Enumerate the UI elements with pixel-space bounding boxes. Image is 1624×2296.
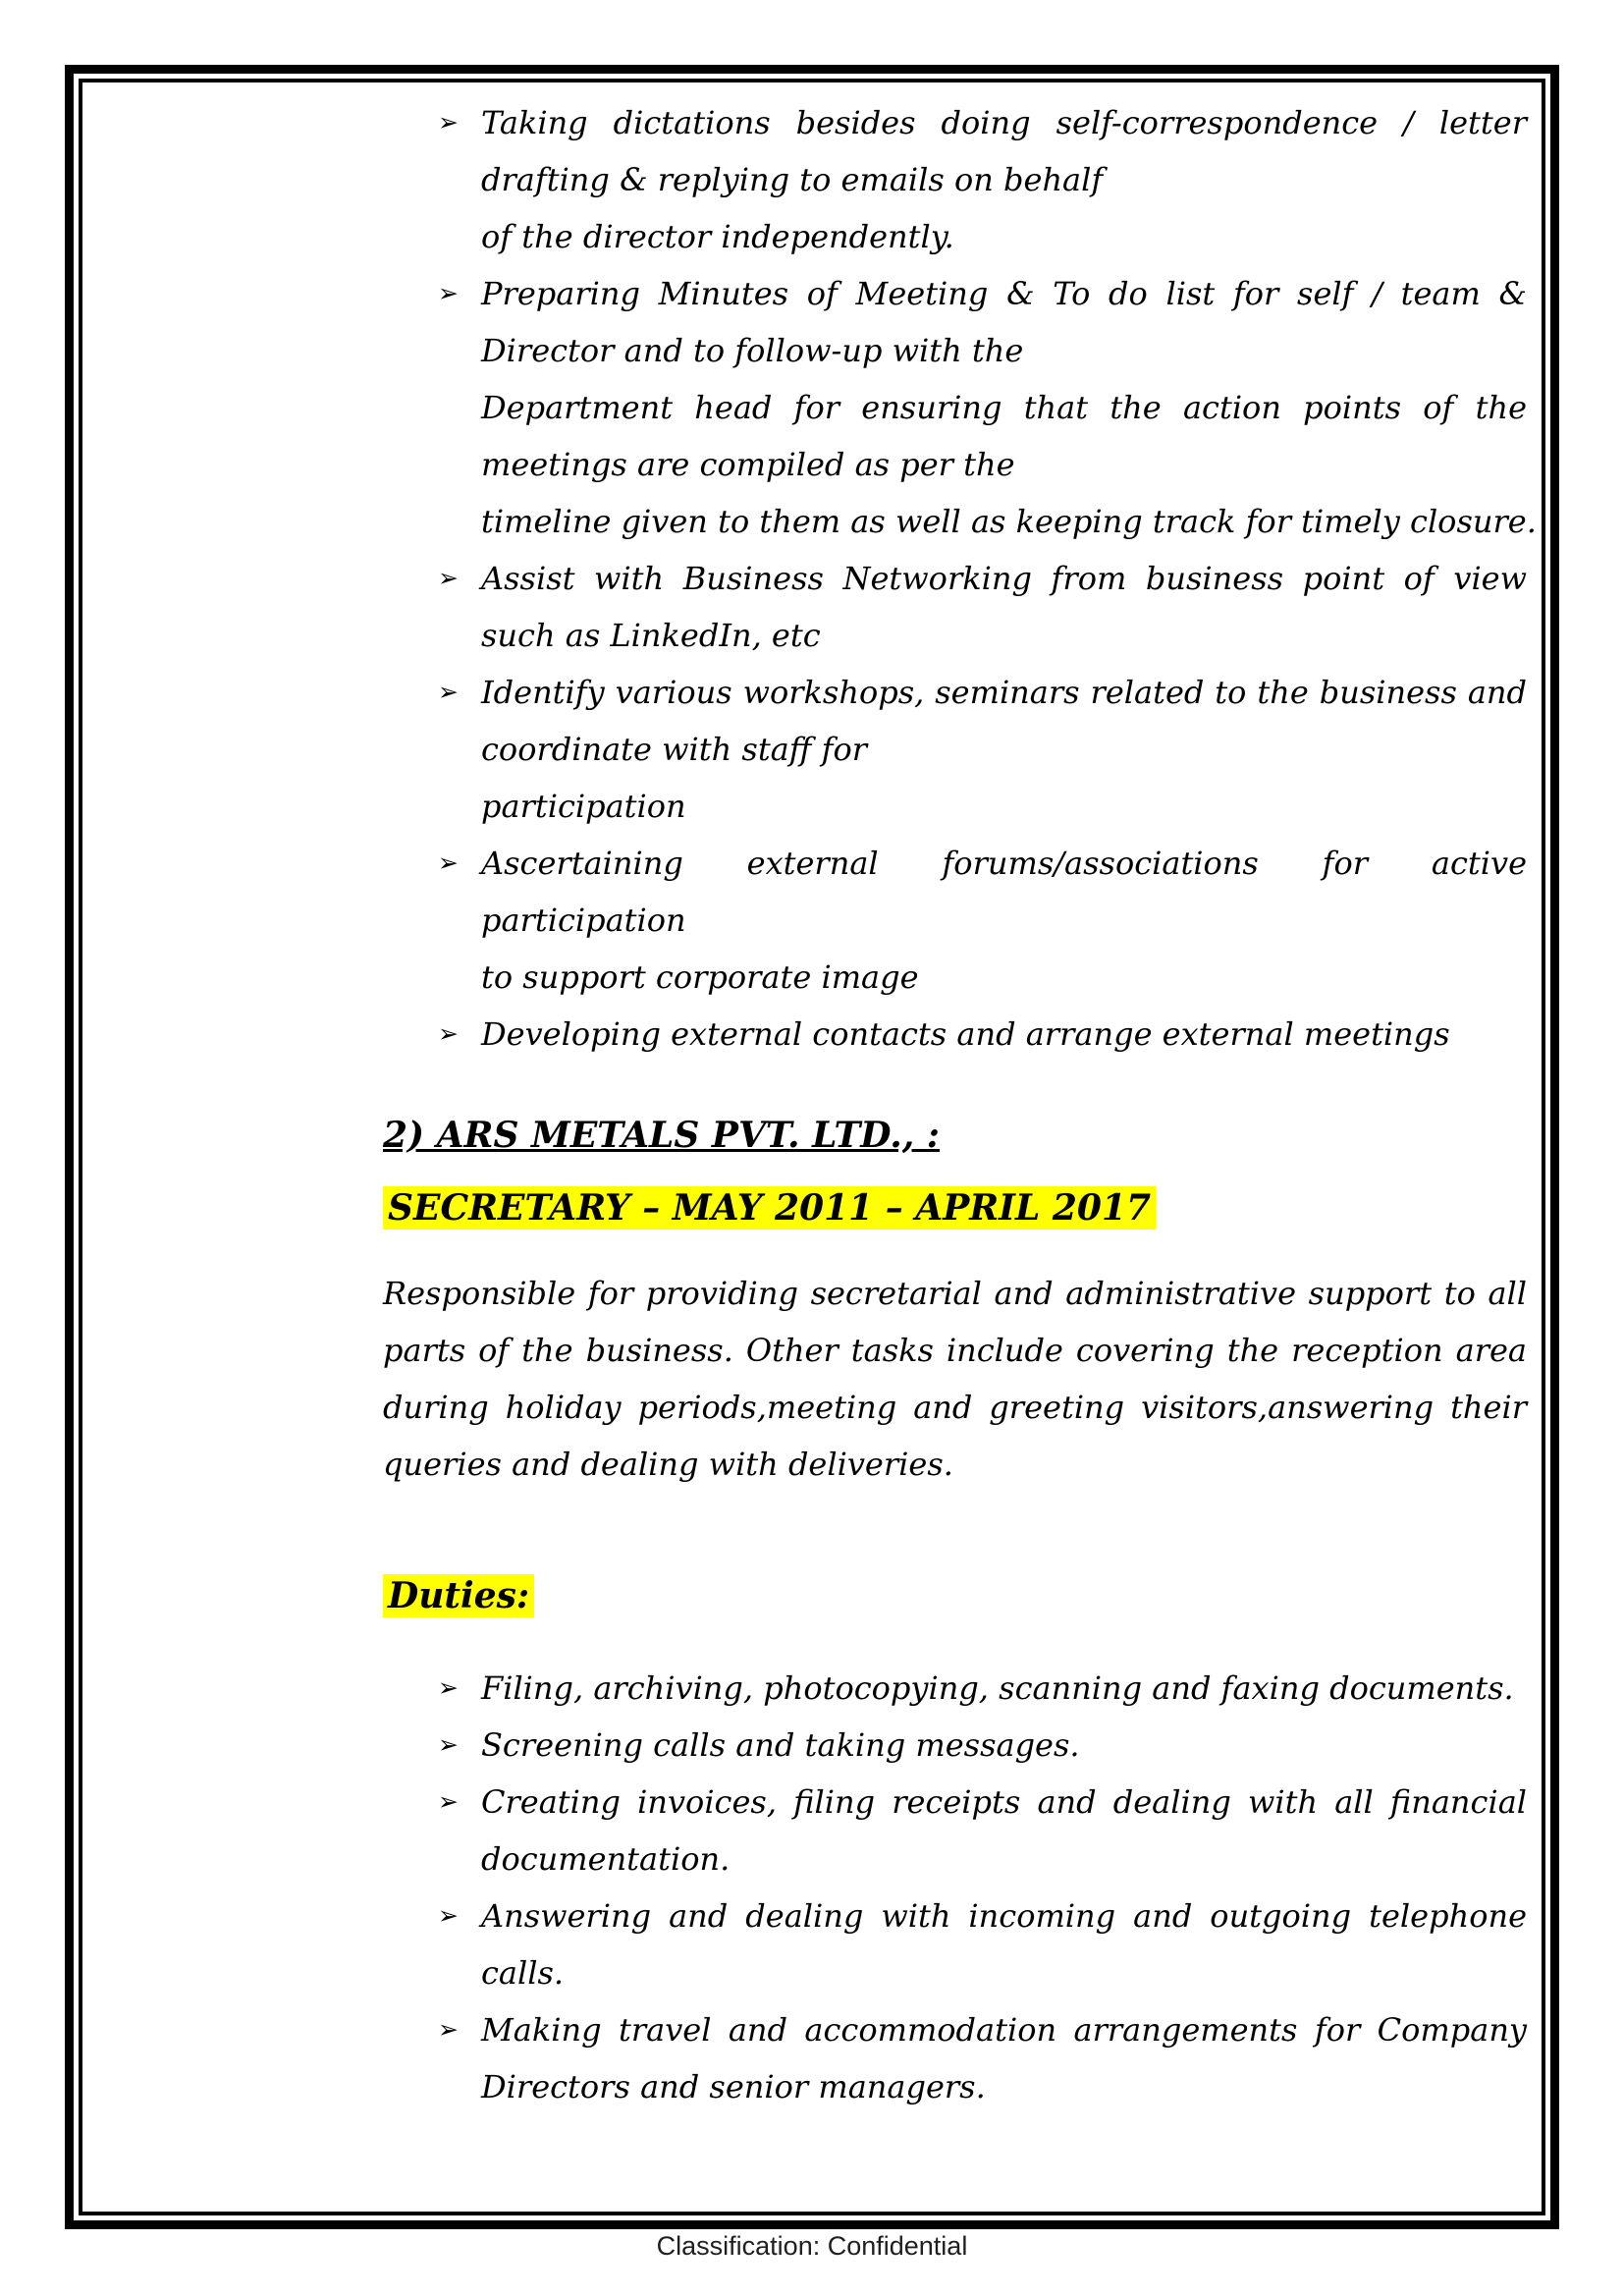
arrow-bullet-icon: ➢ xyxy=(438,848,459,877)
arrow-bullet-icon: ➢ xyxy=(438,108,459,137)
bullet-line: calls. xyxy=(481,1954,565,1992)
bullet-line: Ascertaining external forums/associations for active participation xyxy=(481,845,1527,939)
list-item xyxy=(383,664,1527,835)
classification-footer: Classification: Confidential xyxy=(656,2231,968,2261)
role-heading-highlight: SECRETARY – MAY 2011 – APRIL 2017 xyxy=(383,1186,1156,1230)
arrow-bullet-icon: ➢ xyxy=(438,2015,459,2044)
bullet-line: Developing external contacts and arrange external meetings xyxy=(481,1015,1450,1053)
bullet-line: Taking dictations besides doing self-correspondence / letter xyxy=(481,104,1527,141)
list-item xyxy=(383,1660,1527,1717)
role-summary xyxy=(383,1265,1527,1493)
bullet-line: to support corporate image xyxy=(481,958,919,996)
summary-line: during holiday periods,meeting and greeting visitors,answering their xyxy=(383,1389,1527,1426)
summary-line: parts of the business. Other tasks include covering the reception area xyxy=(383,1332,1527,1369)
bullet-line: Screening calls and taking messages. xyxy=(481,1726,1080,1764)
bullet-line: participation xyxy=(481,788,686,825)
list-item xyxy=(383,94,1527,265)
arrow-bullet-icon: ➢ xyxy=(438,1787,459,1816)
page-border-frame xyxy=(65,65,1559,2229)
role-heading xyxy=(383,1186,1527,1230)
list-item xyxy=(383,1774,1527,1887)
list-item xyxy=(383,1887,1527,2001)
bullet-line: Filing, archiving, photocopying, scanning and faxing documents. xyxy=(481,1669,1514,1707)
page-border-inner-line xyxy=(79,79,1545,2215)
bullet-line: meetings are compiled as per the xyxy=(481,446,1015,483)
bullet-line: Preparing Minutes of Meeting & To do list for self / team & xyxy=(481,275,1527,312)
bullet-line: Directors and senior managers. xyxy=(481,2068,986,2105)
arrow-bullet-icon: ➢ xyxy=(438,1673,459,1702)
arrow-bullet-icon: ➢ xyxy=(438,1019,459,1048)
arrow-bullet-icon: ➢ xyxy=(438,564,459,592)
bullet-line: Assist with Business Networking from business point of view xyxy=(481,560,1527,597)
bullet-line: Director and to follow-up with the xyxy=(481,332,1024,369)
arrow-bullet-icon: ➢ xyxy=(438,678,459,706)
bullet-line: Identify various workshops, seminars related to the business and xyxy=(481,674,1527,711)
company-heading-text: 2) ARS METALS PVT. LTD., : xyxy=(383,1115,941,1156)
bullet-line: documentation. xyxy=(481,1840,731,1878)
duties-list xyxy=(383,1660,1527,2115)
responsibilities-list xyxy=(383,94,1537,1063)
arrow-bullet-icon: ➢ xyxy=(438,1901,459,1930)
company-heading xyxy=(383,1114,1527,1157)
bullet-line: such as LinkedIn, etc xyxy=(481,617,821,654)
bullet-line: drafting & replying to emails on behalf xyxy=(481,161,1104,198)
bullet-line: Department head for ensuring that the action points of the xyxy=(481,389,1527,426)
list-item xyxy=(383,1006,1527,1063)
summary-line: queries and dealing with deliveries. xyxy=(383,1446,953,1483)
list-item xyxy=(383,835,1527,1006)
bullet-line: coordinate with staff for xyxy=(481,731,867,768)
bullet-line: of the director independently. xyxy=(481,218,954,255)
list-item xyxy=(383,265,1537,550)
arrow-bullet-icon: ➢ xyxy=(438,279,459,307)
duties-heading-highlight: Duties: xyxy=(383,1574,534,1617)
bullet-line: timeline given to them as well as keeping track for timely closure. xyxy=(481,503,1537,540)
resume-content xyxy=(82,82,1542,2115)
list-item xyxy=(383,550,1527,664)
bullet-line: Creating invoices, filing receipts and dealing with all financial xyxy=(481,1783,1527,1821)
duties-heading xyxy=(383,1574,1527,1617)
bullet-line: Answering and dealing with incoming and outgoing telephone xyxy=(481,1897,1527,1935)
arrow-bullet-icon: ➢ xyxy=(438,1730,459,1759)
list-item xyxy=(383,1717,1527,1774)
summary-line: Responsible for providing secretarial and administrative support to all xyxy=(383,1275,1527,1312)
list-item xyxy=(383,2001,1527,2115)
bullet-line: Making travel and accommodation arrangements for Company xyxy=(481,2011,1527,2049)
